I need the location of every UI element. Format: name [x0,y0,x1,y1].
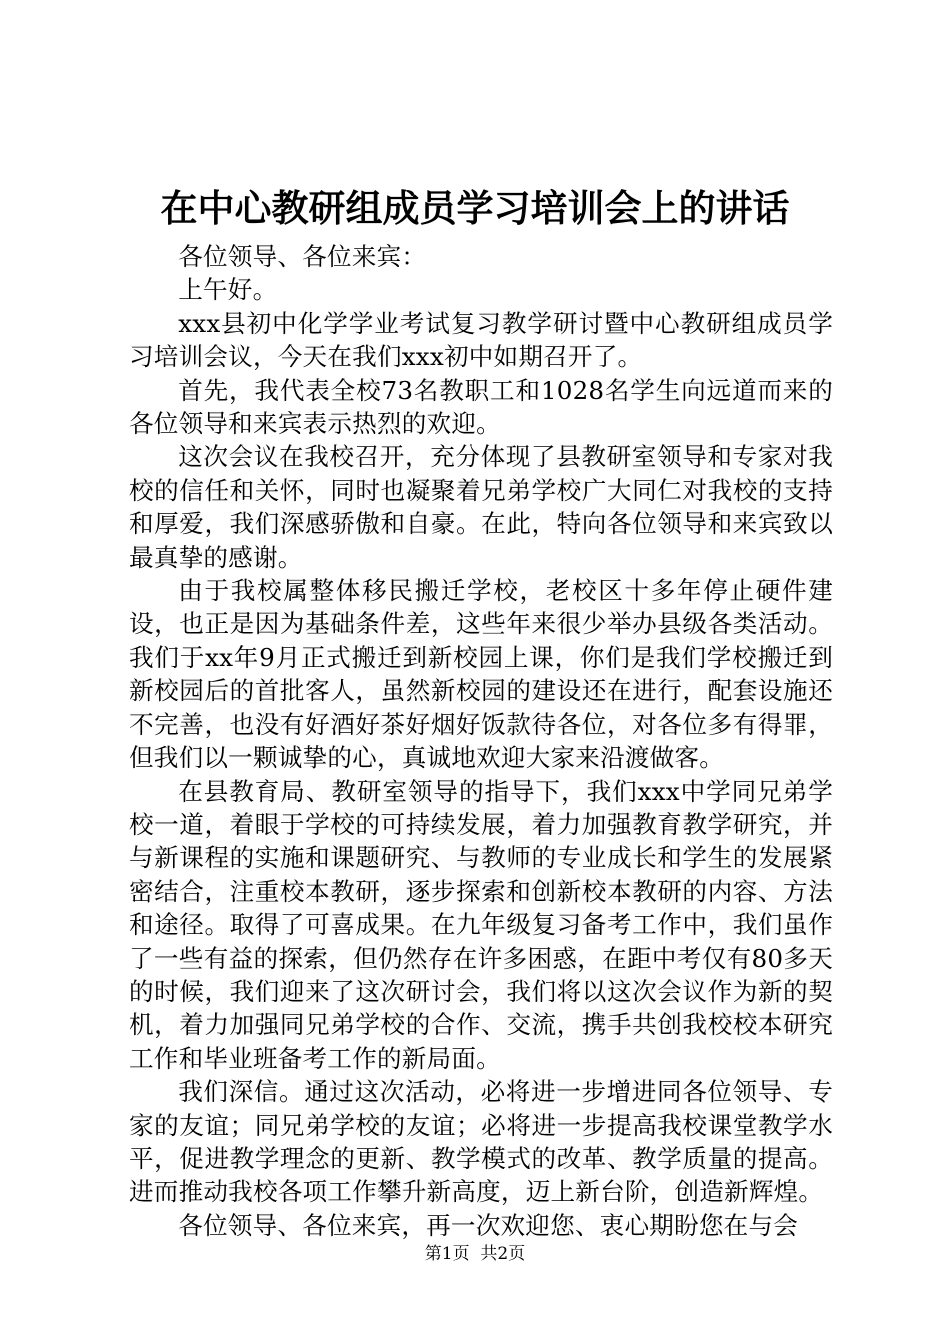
paragraph: 由于我校属整体移民搬迁学校，老校区十多年停止硬件建设，也正是因为基础条件差，这些年来很少举办县级各类活动。我们于xx年9月正式搬迁到新校园上课，你们是我们学校搬迁到新校园后的首批客人，虽然新校园的建设还在进行，配套设施还不完善，也没有好酒好茶好烟好饭款待各位，对各位多有得罪，但我们以一颗诚挚的心，真诚地欢迎大家来沿渡做客。 [129,576,833,773]
paragraph: xxx县初中化学学业考试复习教学研讨暨中心教研组成员学习培训会议，今天在我们xxx初中如期召开了。 [129,308,833,372]
document-title: 在中心教研组成员学习培训会上的讲话 [160,186,790,230]
paragraph: 在县教育局、教研室领导的指导下，我们xxx中学同兄弟学校一道，着眼于学校的可持续发展，着力加强教育教学研究，并与新课程的实施和课题研究、与教师的专业成长和学生的发展紧密结合，注重校本教研，逐步探索和创新校本教研的内容、方法和途径。取得了可喜成果。在九年级复习备考工作中，我们虽作了一些有益的探索，但仍然存在许多困惑，在距中考仅有80多天的时候，我们迎来了这次研讨会，我们将以这次会议作为新的契机，着力加强同兄弟学校的合作、交流，携手共创我校校本研究工作和毕业班备考工作的新局面。 [129,776,833,1073]
paragraph: 我们深信。通过这次活动，必将进一步增进同各位领导、专家的友谊；同兄弟学校的友谊；必将进一步提高我校课堂教学水平，促进教学理念的更新、教学模式的改革、教学质量的提高。进而推动我校各项工作攀升新高度，迈上新台阶，创造新辉煌。 [129,1077,833,1207]
page-footer: 第1页 共2页 [424,1244,526,1264]
paragraph-greeting: 上午好。 [178,275,278,305]
paragraph: 首先，我代表全校73名教职工和1028名学生向远道而来的各位领导和来宾表示热烈的欢迎。 [129,375,833,439]
document-body [129,240,833,1242]
paragraph-salutation: 各位领导、各位来宾： [178,242,427,271]
paragraph: 这次会议在我校召开，充分体现了县教研室领导和专家对我校的信任和关怀，同时也凝聚着兄弟学校广大同仁对我校的支持和厚爱，我们深感骄傲和自豪。在此，特向各位领导和来宾致以最真挚的感谢。 [129,442,833,572]
paragraph: 各位领导、各位来宾，再一次欢迎您、衷心期盼您在与会 [178,1210,799,1240]
